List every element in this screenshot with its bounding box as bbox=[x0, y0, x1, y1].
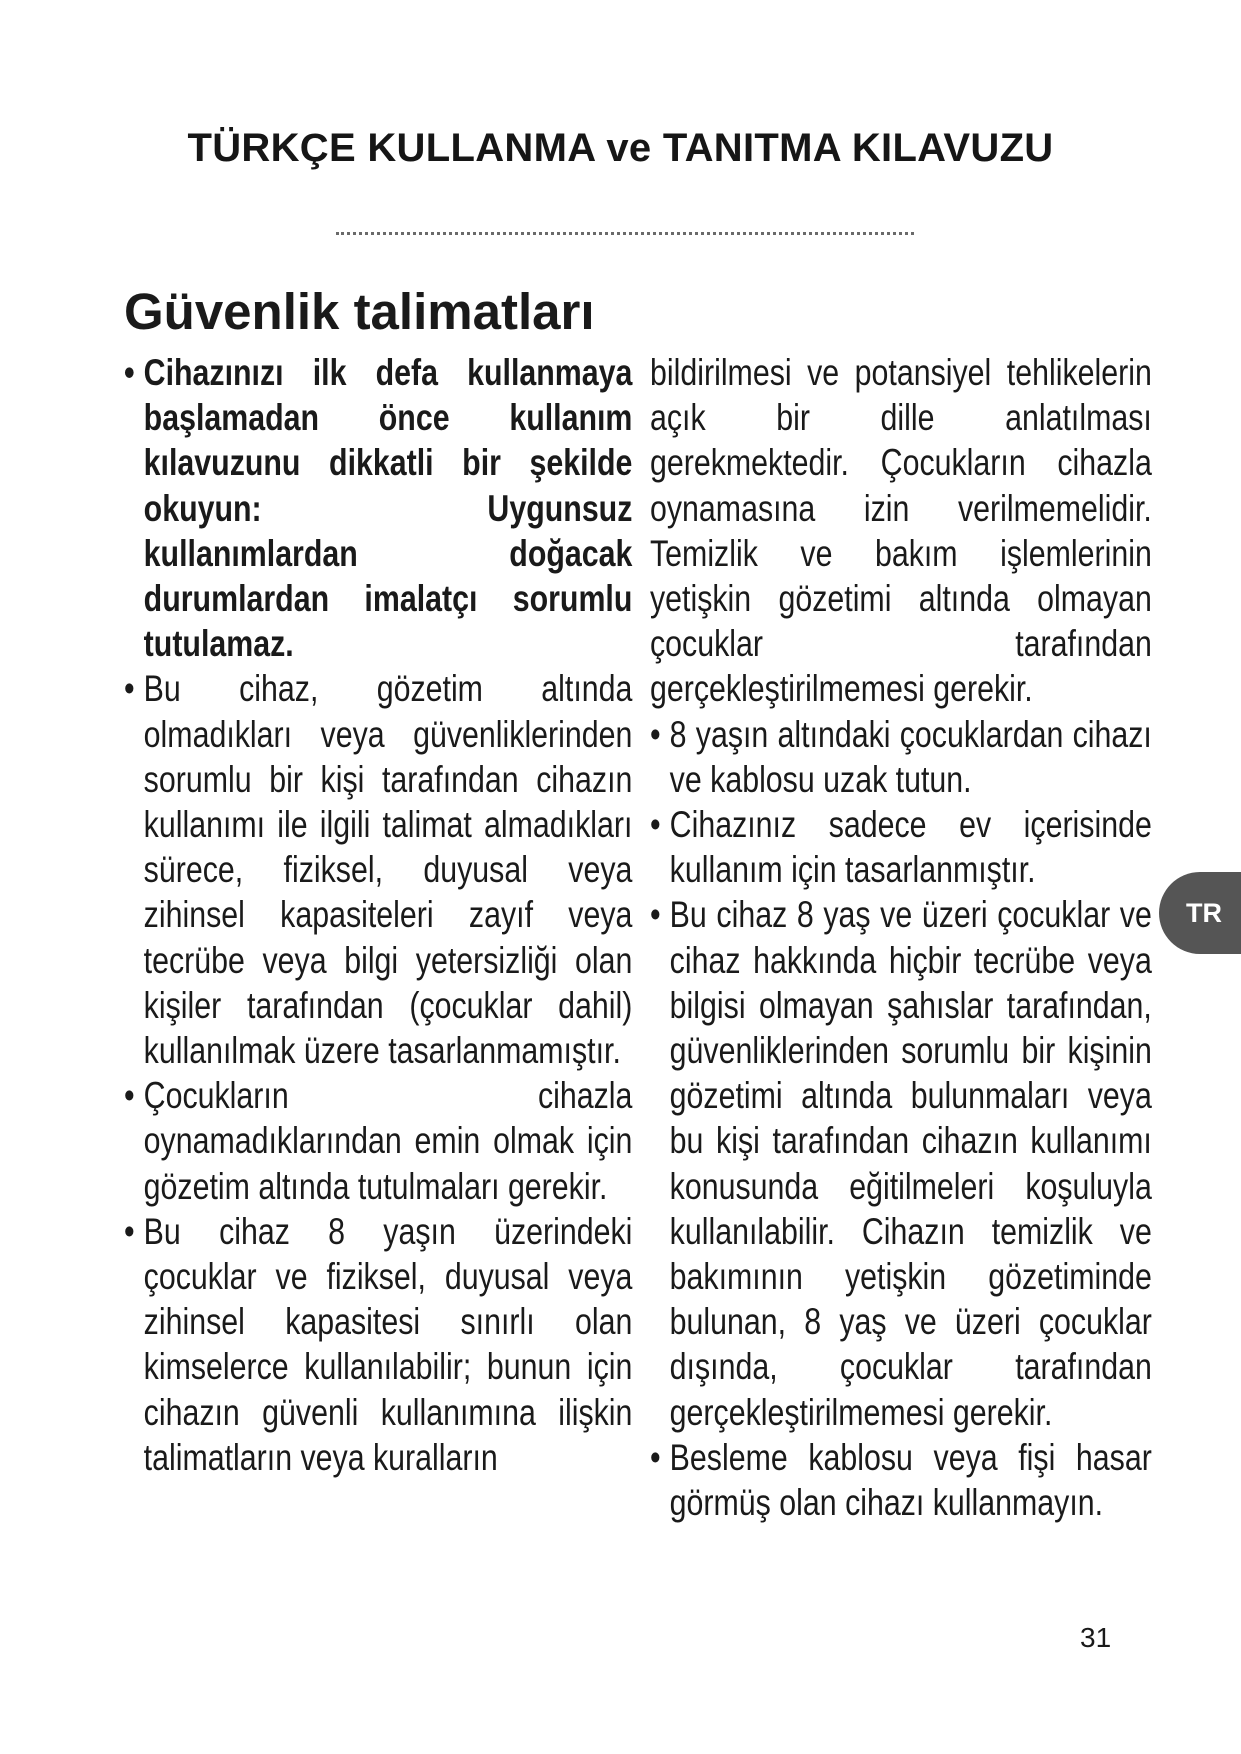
safety-item: • Bu cihaz, gözetim altında olmadıkları veya güvenliklerinden sorumlu bir kişi tarafından cihazın kullanımı ile ilgili talimat almadıkları sürece, fiziksel, duyusal veya zihinsel kapasiteleri zayıf veya tecrübe veya bilgi yetersizliği olan kişiler tarafından (çocuklar dahil) kullanılmak üzere tasarlanmamıştır. bbox=[124, 666, 632, 1073]
left-column bbox=[124, 350, 632, 1480]
page-number: 31 bbox=[1080, 1622, 1112, 1653]
safety-item: • Bu cihaz 8 yaşın üzerindeki çocuklar ve fiziksel, duyusal veya zihinsel kapasitesi sınırlı olan kimselerce kullanılabilir; bunun için cihazın güvenli kullanımına ilişkin talimatların veya kuralların bbox=[124, 1209, 632, 1480]
safety-item: • Çocukların cihazla oynamadıklarından emin olmak için gözetim altında tutulmaları gerekir. bbox=[124, 1073, 632, 1209]
safety-item: • Cihazınızı ilk defa kullanmaya başlamadan önce kullanım kılavuzunu dikkatli bir şekilde okuyun: Uygunsuz kullanımlardan doğacak durumlardan imalatçı sorumlu tutulamaz. bbox=[124, 350, 632, 666]
safety-item: • Cihazınız sadece ev içerisinde kullanım için tasarlanmıştır. bbox=[650, 802, 1152, 892]
safety-item: • 8 yaşın altındaki çocuklardan cihazı ve kablosu uzak tutun. bbox=[650, 712, 1152, 802]
safety-item: • Bu cihaz 8 yaş ve üzeri çocuklar ve cihaz hakkında hiçbir tecrübe veya bilgisi olmayan şahıslar tarafından, güvenliklerinden sorumlu bir kişinin gözetimi altında bulunmaları veya bu kişi tarafından cihazın kullanımı konusunda eğitilmeleri koşuluyla kullanılabilir. Cihazın temizlik ve bakımının yetişkin gözetiminde bulunan, 8 yaş ve üzeri çocuklar dışında, çocuklar tarafından gerçekleştirilmemesi gerekir. bbox=[650, 892, 1152, 1434]
right-column bbox=[650, 350, 1152, 1525]
language-tab: TR bbox=[1159, 872, 1241, 954]
safety-item-continuation: bildirilmesi ve potansiyel tehlikelerin açık bir dille anlatılması gerekmektedir. Çocukların cihazla oynamasına izin verilmemelidir. Temizlik ve bakım işlemlerinin yetişkin gözetimi altında olmayan çocuklar tarafından gerçekleştirilmemesi gerekir. bbox=[650, 352, 1152, 710]
section-title: Güvenlik talimatları bbox=[124, 283, 595, 340]
dotted-divider bbox=[336, 232, 914, 235]
document-title: TÜRKÇE KULLANMA ve TANITMA KILAVUZU bbox=[187, 126, 1054, 170]
safety-item: • Besleme kablosu veya fişi hasar görmüş olan cihazı kullanmayın. bbox=[650, 1435, 1152, 1525]
